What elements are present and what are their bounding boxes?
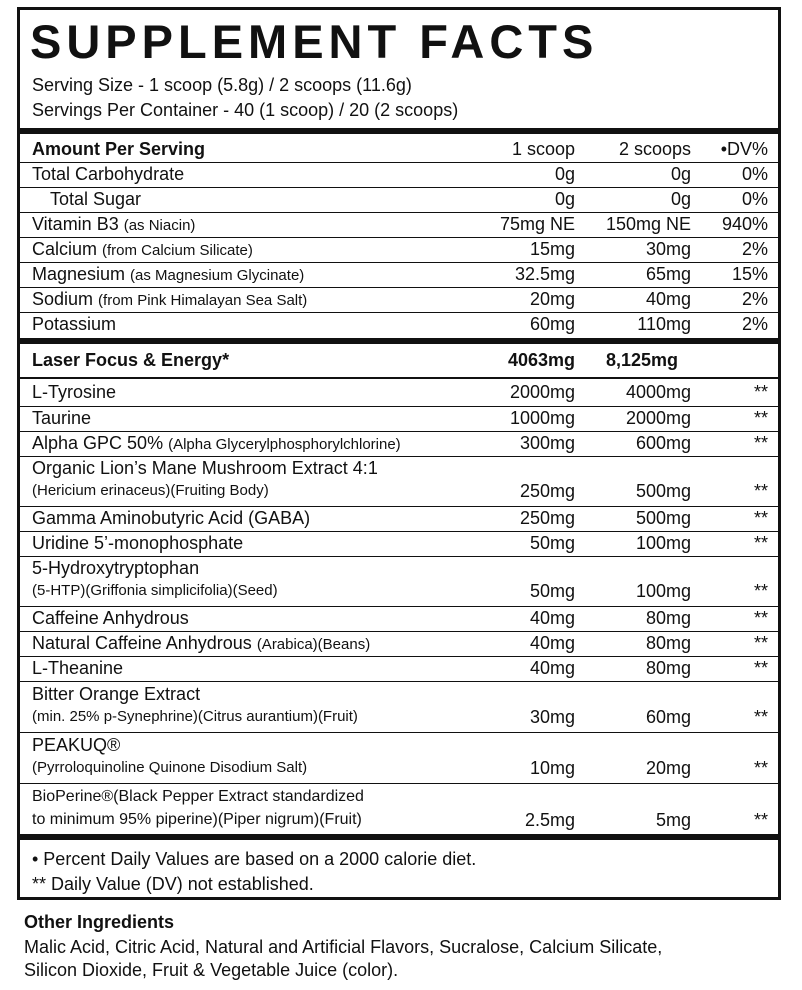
divider (20, 556, 778, 557)
nutrient-name: Magnesium (as Magnesium Glycinate) (32, 264, 305, 284)
divider (20, 783, 778, 784)
value-dv: ** (753, 810, 768, 830)
ingredient-source: (Hericium erinaceus)(Fruiting Body) (32, 482, 269, 499)
blend-value-2-scoops: 8,125mg (605, 350, 678, 370)
divider (20, 656, 778, 657)
value-2-scoops: 40mg (645, 289, 691, 309)
value-dv: 940% (721, 214, 768, 234)
other-ingredients-heading: Other Ingredients (24, 912, 175, 932)
value-1-scoop: 40mg (529, 633, 575, 653)
ingredient-name: Natural Caffeine Anhydrous (Arabica)(Beans) (32, 633, 371, 653)
value-1-scoop: 32.5mg (514, 264, 575, 284)
value-dv: 2% (741, 289, 768, 309)
value-1-scoop: 0g (554, 164, 575, 184)
value-1-scoop: 75mg NE (499, 214, 575, 234)
divider (20, 456, 778, 457)
value-2-scoops: 80mg (645, 608, 691, 628)
value-dv: ** (753, 581, 768, 601)
panel-title: SUPPLEMENT FACTS (30, 15, 599, 68)
blend-value-1-scoop: 4063mg (507, 350, 575, 370)
value-1-scoop: 10mg (529, 758, 575, 778)
value-2-scoops: 600mg (635, 433, 691, 453)
divider (20, 262, 778, 263)
value-1-scoop: 50mg (529, 581, 575, 601)
value-dv: ** (753, 481, 768, 501)
nutrient-name: Total Sugar (50, 189, 142, 209)
value-2-scoops: 500mg (635, 481, 691, 501)
value-2-scoops: 65mg (645, 264, 691, 284)
value-dv: ** (753, 707, 768, 727)
ingredient-name: Uridine 5’-monophosphate (32, 533, 244, 553)
value-1-scoop: 2.5mg (524, 810, 575, 830)
ingredient-name: BioPerine®(Black Pepper Extract standardized (32, 788, 364, 805)
value-dv: 0% (741, 189, 768, 209)
amount-per-serving-label: Amount Per Serving (32, 139, 206, 159)
divider-thick (20, 834, 778, 840)
nutrient-name: Total Carbohydrate (32, 164, 185, 184)
value-2-scoops: 5mg (655, 810, 691, 830)
divider (20, 631, 778, 632)
value-1-scoop: 2000mg (509, 382, 575, 402)
value-2-scoops: 100mg (635, 581, 691, 601)
col-two-scoops: 2 scoops (618, 139, 691, 159)
ingredient-name: Taurine (32, 408, 92, 428)
value-1-scoop: 50mg (529, 533, 575, 553)
value-1-scoop: 250mg (519, 508, 575, 528)
other-ingredients-text: Malic Acid, Citric Acid, Natural and Artificial Flavors, Sucralose, Calcium Silicate, (24, 937, 663, 957)
value-dv: ** (753, 533, 768, 553)
value-2-scoops: 150mg NE (605, 214, 691, 234)
value-dv: 0% (741, 164, 768, 184)
value-1-scoop: 40mg (529, 608, 575, 628)
blend-name: Laser Focus & Energy* (32, 350, 230, 370)
value-dv: ** (753, 408, 768, 428)
value-2-scoops: 4000mg (625, 382, 691, 402)
value-dv: ** (753, 433, 768, 453)
ingredient-source: (Pyrroloquinoline Quinone Disodium Salt) (32, 759, 308, 776)
value-1-scoop: 40mg (529, 658, 575, 678)
value-2-scoops: 20mg (645, 758, 691, 778)
value-dv: ** (753, 508, 768, 528)
divider (20, 287, 778, 288)
col-one-scoop: 1 scoop (511, 139, 575, 159)
divider (20, 212, 778, 213)
ingredient-name: Alpha GPC 50% (Alpha Glycerylphosphorylchlorine) (32, 433, 401, 453)
ingredient-name: PEAKUQ® (32, 735, 121, 755)
value-dv: ** (753, 608, 768, 628)
ingredient-name: Gamma Aminobutyric Acid (GABA) (32, 508, 311, 528)
divider (20, 606, 778, 607)
divider (20, 187, 778, 188)
footnote-dv: • Percent Daily Values are based on a 2000 calorie diet. (32, 849, 477, 869)
divider (20, 531, 778, 532)
ingredient-source: (5-HTP)(Griffonia simplicifolia)(Seed) (32, 582, 278, 599)
divider-thick (20, 338, 778, 344)
value-2-scoops: 0g (670, 164, 691, 184)
value-dv: ** (753, 382, 768, 402)
divider (20, 237, 778, 238)
divider (20, 681, 778, 682)
ingredient-name: L-Theanine (32, 658, 124, 678)
value-dv: ** (753, 633, 768, 653)
divider (20, 732, 778, 733)
ingredient-name: L-Tyrosine (32, 382, 117, 402)
value-2-scoops: 0g (670, 189, 691, 209)
value-2-scoops: 500mg (635, 508, 691, 528)
value-1-scoop: 30mg (529, 707, 575, 727)
nutrient-name: Vitamin B3 (as Niacin) (32, 214, 196, 234)
value-2-scoops: 110mg (637, 314, 691, 334)
divider (20, 431, 778, 432)
divider (20, 312, 778, 313)
supplement-facts-panel (17, 7, 781, 900)
value-dv: 2% (741, 314, 768, 334)
serving-size: Serving Size - 1 scoop (5.8g) / 2 scoops (11.6g) (32, 75, 412, 95)
footnote-not-established: ** Daily Value (DV) not established. (32, 874, 314, 894)
other-ingredients-text: Silicon Dioxide, Fruit & Vegetable Juice (color). (24, 960, 399, 980)
value-1-scoop: 15mg (529, 239, 575, 259)
servings-per-container: Servings Per Container - 40 (1 scoop) / 20 (2 scoops) (32, 100, 459, 120)
value-dv: 15% (731, 264, 768, 284)
value-1-scoop: 0g (554, 189, 575, 209)
ingredient-name: Bitter Orange Extract (32, 684, 201, 704)
divider (20, 506, 778, 507)
divider (20, 377, 778, 379)
nutrient-name: Calcium (from Calcium Silicate) (32, 239, 253, 259)
value-1-scoop: 20mg (529, 289, 575, 309)
value-1-scoop: 300mg (519, 433, 575, 453)
nutrient-name: Sodium (from Pink Himalayan Sea Salt) (32, 289, 308, 309)
value-2-scoops: 80mg (645, 658, 691, 678)
ingredient-source: (min. 25% p-Synephrine)(Citrus aurantium)(Fruit) (32, 708, 358, 725)
value-1-scoop: 250mg (519, 481, 575, 501)
ingredient-source: to minimum 95% piperine)(Piper nigrum)(Fruit) (32, 811, 362, 828)
nutrient-name: Potassium (32, 314, 117, 334)
value-2-scoops: 100mg (635, 533, 691, 553)
value-2-scoops: 60mg (645, 707, 691, 727)
value-1-scoop: 60mg (529, 314, 575, 334)
value-2-scoops: 30mg (645, 239, 691, 259)
col-dv: •DV% (720, 139, 768, 159)
divider (20, 406, 778, 407)
ingredient-name: Organic Lion’s Mane Mushroom Extract 4:1 (32, 458, 378, 478)
value-2-scoops: 80mg (645, 633, 691, 653)
value-dv: ** (753, 658, 768, 678)
ingredient-name: Caffeine Anhydrous (32, 608, 189, 628)
divider-thick (20, 128, 778, 134)
value-dv: ** (753, 758, 768, 778)
divider (20, 162, 778, 163)
value-dv: 2% (741, 239, 768, 259)
value-1-scoop: 1000mg (509, 408, 575, 428)
value-2-scoops: 2000mg (625, 408, 691, 428)
ingredient-name: 5-Hydroxytryptophan (32, 558, 200, 578)
